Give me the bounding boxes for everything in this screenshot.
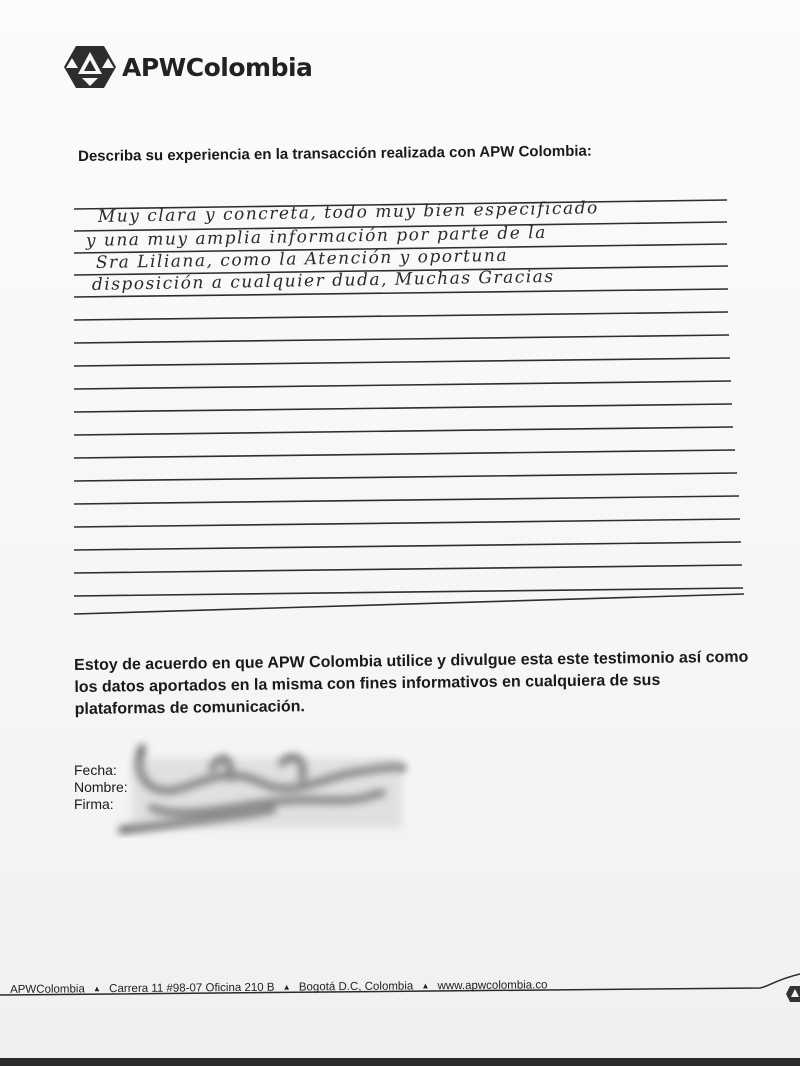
answer-line: disposición a cualquier duda, Muchas Gracias (91, 266, 555, 295)
answer-line: Sra Liliana, como la Atención y oportuna (95, 245, 509, 273)
scan-bottom-edge (0, 1058, 800, 1066)
footer-address: Carrera 11 #98-07 Oficina 210 B (109, 981, 275, 996)
answer-line: y una muy amplia información por parte de la (85, 222, 547, 251)
brand-name: APWColombia (122, 52, 313, 82)
signature-label: Firma: (74, 796, 114, 812)
footer-company: APWColombia (10, 983, 85, 996)
date-label: Fecha: (74, 762, 117, 778)
footer-city: Bogotá D.C, Colombia (298, 980, 414, 994)
footer-website[interactable]: www.apwcolombia.co (437, 979, 548, 993)
blurred-signature (112, 738, 412, 838)
triangle-separator-icon: ▲ (282, 982, 291, 992)
consent-statement: Estoy de acuerdo en que APW Colombia utilice y divulgue esta este testimonio así como los datos aportados en la misma con fines informativos en cualquiera de sus plataformas de comunicación. (74, 648, 749, 718)
name-label: Nombre: (74, 779, 128, 795)
triangle-separator-icon: ▲ (92, 984, 101, 994)
experience-question: Describa su experiencia en la transacción realizada con APW Colombia: (78, 142, 592, 165)
triangle-separator-icon: ▲ (421, 981, 430, 991)
answer-line: Muy clara y concreta, todo muy bien especificado (97, 198, 599, 227)
